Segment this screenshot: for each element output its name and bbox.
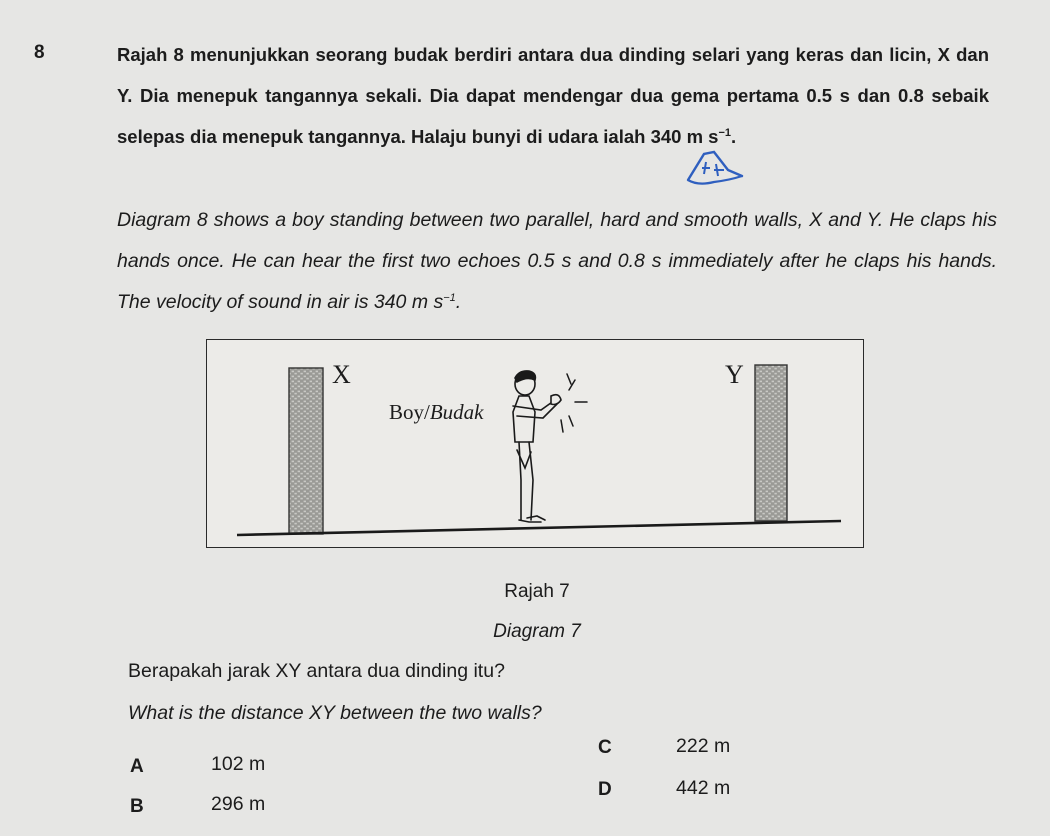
wall-x-label: X: [332, 360, 351, 389]
boy-label-ms: Budak: [429, 400, 484, 424]
option-a-value[interactable]: 102 m: [211, 753, 266, 775]
unit-exponent-english: −1: [443, 292, 456, 304]
option-d-value[interactable]: 442 m: [676, 777, 731, 799]
handwritten-mark-icon: [684, 146, 746, 190]
option-b-letter[interactable]: B: [130, 796, 144, 817]
boy-figure: [513, 371, 561, 522]
boy-label-en: Boy/: [389, 400, 430, 424]
option-a-letter[interactable]: A: [130, 756, 144, 777]
clap-sound-marks: [561, 374, 587, 432]
wall-y-label: Y: [725, 360, 744, 389]
prompt-malay: Berapakah jarak XY antara dua dinding itu?: [128, 660, 505, 682]
echo-diagram: [206, 339, 864, 548]
prompt-english: What is the distance XY between the two walls?: [128, 702, 542, 724]
question-text-malay-body: Rajah 8 menunjukkan seorang budak berdiri antara dua dinding selari yang keras dan licin, X dan Y. Dia menepuk tangannya sekali. Dia dapat mendengar dua gema pertama 0.5 s dan 0.8 sebaik selepas dia menepuk tangannya. Halaju bunyi di udara ialah 340 m s: [117, 44, 989, 147]
diagram-caption-english: Diagram 7: [493, 621, 581, 642]
question-text-english: [117, 200, 997, 323]
question-number: 8: [34, 42, 45, 63]
option-b-value[interactable]: 296 m: [211, 793, 266, 815]
diagram-drawing: [207, 340, 863, 547]
option-c-value[interactable]: 222 m: [676, 735, 731, 757]
question-text-english-end: .: [455, 291, 462, 313]
wall-x: [289, 368, 323, 534]
unit-exponent-malay: −1: [718, 127, 732, 139]
question-text-english-body: Diagram 8 shows a boy standing between two parallel, hard and smooth walls, X and Y. He claps his hands once. He can hear the first two echoes 0.5 s and 0.8 s immediately after he claps his hands. The velocity of sound in air is 340 m s: [117, 209, 997, 313]
boy-label: [389, 400, 484, 425]
question-text-malay-end: .: [731, 126, 737, 147]
option-d-letter[interactable]: D: [598, 779, 612, 800]
ground-line: [237, 521, 841, 535]
option-c-letter[interactable]: C: [598, 737, 612, 758]
question-text-malay: [117, 34, 989, 157]
wall-y: [755, 365, 787, 521]
diagram-caption-malay: Rajah 7: [504, 581, 570, 602]
